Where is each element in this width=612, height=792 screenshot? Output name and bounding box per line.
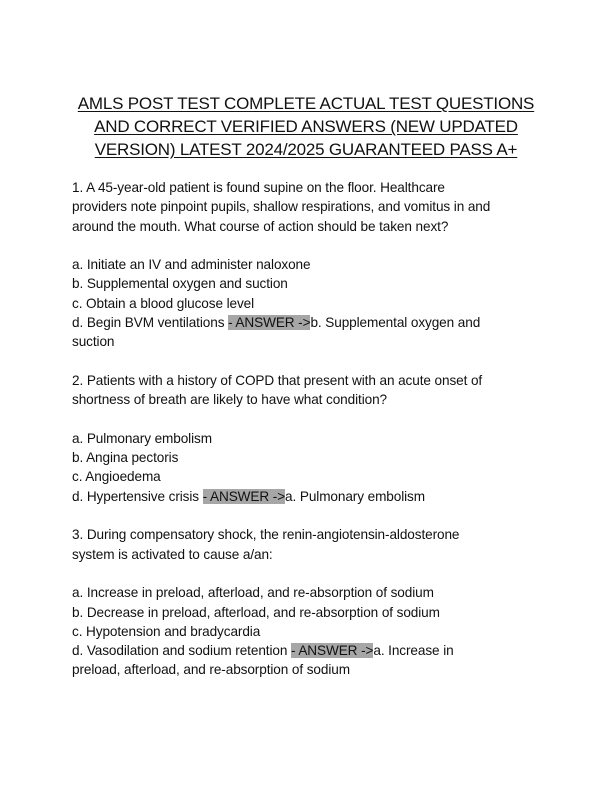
document-title xyxy=(72,92,540,161)
question-2-answer: a. Pulmonary embolism xyxy=(285,488,425,504)
question-3-option-d: d. Vasodilation and sodium retention xyxy=(72,643,291,659)
question-3-line-2: system is activated to cause a/an: xyxy=(72,546,273,562)
question-2-option-d-line xyxy=(72,487,540,506)
question-1-option-b: b. Supplemental oxygen and suction xyxy=(72,276,288,292)
question-3-option-a: a. Increase in preload, afterload, and re-absorption of sodium xyxy=(72,585,434,601)
question-2-option-b: b. Angina pectoris xyxy=(72,450,179,466)
question-2-option-a: a. Pulmonary embolism xyxy=(72,430,212,446)
question-2-option-c: c. Angioedema xyxy=(72,469,161,485)
question-3-answer: a. Increase in xyxy=(373,643,454,659)
title-line-2: AND CORRECT VERIFIED ANSWERS (NEW UPDATED xyxy=(94,117,518,136)
title-line-1: AMLS POST TEST COMPLETE ACTUAL TEST QUESTIONS xyxy=(77,94,535,113)
question-1-answer: b. Supplemental oxygen and xyxy=(310,315,481,331)
question-1 xyxy=(72,178,540,352)
question-3-answer-continued: preload, afterload, and re-absorption of sodium xyxy=(72,662,350,678)
question-1-line-3: around the mouth. What course of action should be taken next? xyxy=(72,218,449,234)
question-1-option-c: c. Obtain a blood glucose level xyxy=(72,295,255,311)
question-1-option-a: a. Initiate an IV and administer naloxone xyxy=(72,257,311,273)
question-3 xyxy=(72,525,540,679)
question-3-option-b: b. Decrease in preload, afterload, and re-absorption of sodium xyxy=(72,604,440,620)
answer-marker: - ANSWER -> xyxy=(228,315,311,331)
answer-marker: - ANSWER -> xyxy=(290,643,374,659)
question-2-line-2: shortness of breath are likely to have what condition? xyxy=(72,392,387,408)
answer-marker: - ANSWER -> xyxy=(202,488,286,504)
question-1-option-d: d. Begin BVM ventilations xyxy=(72,315,229,331)
question-1-line-1: 1. A 45-year-old patient is found supine on the floor. Healthcare xyxy=(72,180,445,195)
question-2 xyxy=(72,371,540,506)
question-1-option-d-line xyxy=(72,313,540,332)
question-3-option-d-line xyxy=(72,641,540,660)
question-1-line-2: providers note pinpoint pupils, shallow respirations, and vomitus in and xyxy=(72,199,491,215)
question-2-option-d: d. Hypertensive crisis xyxy=(72,488,203,504)
question-2-line-1: 2. Patients with a history of COPD that present with an acute onset of xyxy=(72,372,483,388)
question-3-line-1: 3. During compensatory shock, the renin-angiotensin-aldosterone xyxy=(72,527,460,543)
question-1-answer-continued: suction xyxy=(72,334,115,350)
title-line-3: VERSION) LATEST 2024/2025 GUARANTEED PASS A+ xyxy=(94,140,518,159)
question-3-option-c: c. Hypotension and bradycardia xyxy=(72,623,261,639)
